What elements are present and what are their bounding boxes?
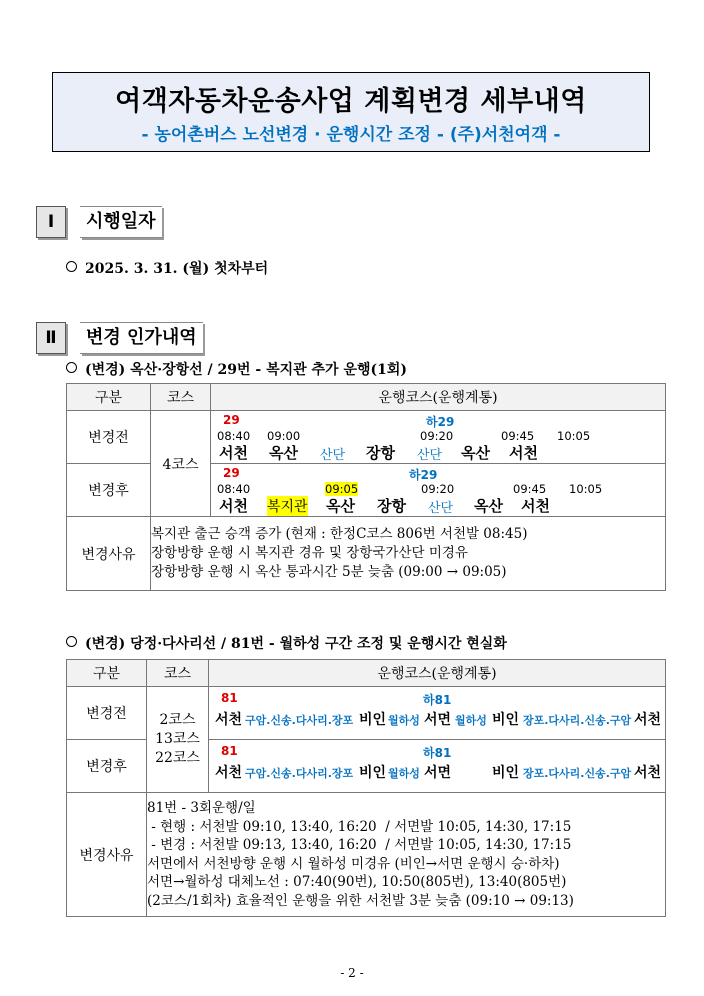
header-route: 운행코스(운행계통) (211, 384, 666, 411)
reason-line: 복지관 출근 승객 증가 (현재 : 한정C코스 806번 서천발 08:45) (151, 526, 528, 542)
stop: 옥산 (269, 444, 298, 462)
stop: 옥산 (461, 444, 490, 462)
course-name: 13코스 (155, 731, 200, 747)
stop: 산단 (428, 501, 454, 516)
route-before-cell (209, 687, 666, 740)
route-number: 29 (223, 466, 240, 480)
reason-line: 장항방향 운행 시 복지관 경유 및 장항국가산단 미경유 (151, 545, 468, 561)
stop-highlighted: 복지관 (267, 496, 308, 516)
stop: 서천 (215, 712, 243, 728)
stop: 비인 (492, 712, 520, 728)
bullet-circle-icon (66, 636, 77, 647)
stop: 월하성 (388, 767, 420, 780)
route-after-cell (211, 464, 666, 517)
stop: 장항 (366, 444, 395, 462)
page-number: - 2 - (340, 966, 364, 980)
stop: 장포.다사리.신송.구암 (523, 767, 632, 780)
stop: 월하성 (388, 714, 420, 727)
route-before-cell (211, 411, 666, 464)
reason-label: 변경사유 (67, 517, 151, 591)
row-after-label: 변경후 (67, 464, 151, 517)
reason-label: 변경사유 (67, 793, 147, 917)
stop: 서천 (219, 444, 248, 462)
reason-line: (2코스/1회차) 효율적인 운행을 위한 서천발 3분 늦춤 (09:10 → 09:13) (147, 892, 574, 909)
header-category: 구분 (67, 384, 151, 411)
time: 08:40 (217, 429, 251, 443)
route-after-cell (209, 740, 666, 793)
section-2-title: 변경 인가내역 (80, 322, 203, 354)
stop: 서면 (424, 712, 452, 728)
stop: 비인 (359, 712, 387, 728)
return-route-number: 하81 (423, 693, 452, 707)
stop: 옥산 (326, 497, 355, 515)
time: 08:40 (217, 482, 251, 496)
time: 09:20 (420, 429, 454, 443)
item-2-heading (66, 633, 507, 653)
document-subtitle: - 농어촌버스 노선변경 · 운행시간 조정 - (주)서천여객 - (141, 125, 561, 145)
time-highlighted: 09:05 (325, 482, 359, 496)
route-number: 81 (221, 691, 238, 705)
document-title: 여객자동차운송사업 계획변경 세부내역 (115, 86, 587, 117)
stop: 장항 (377, 497, 406, 515)
bullet-circle-icon (66, 261, 77, 272)
stop: 산단 (320, 448, 346, 463)
start-date-text: 2025. 3. 31. (월) 첫차부터 (85, 261, 269, 277)
route-number: 81 (221, 744, 238, 758)
section-1-number: Ⅰ (36, 206, 66, 238)
course-name: 22코스 (155, 750, 200, 766)
header-category: 구분 (67, 660, 147, 687)
reason-line: 서면에서 서천방향 운행 시 월하성 미경유 (비인→서면 운행시 승·하차) (147, 855, 560, 872)
time: 10:05 (569, 482, 603, 496)
time: 09:20 (421, 482, 455, 496)
reason-line: - 현행 : 서천발 09:10, 13:40, 16:20 / 서면발 10:05, 14:30, 17:15 (147, 818, 572, 835)
stop: 서천 (215, 765, 243, 781)
bullet-circle-icon (66, 362, 77, 373)
route-81-table (66, 659, 666, 917)
course-cell: 4코스 (151, 411, 211, 517)
return-route-number: 하29 (409, 468, 438, 482)
stop: 서천 (634, 765, 662, 781)
section-1-bullet (66, 258, 268, 278)
course-cell (147, 687, 209, 793)
item-1-heading-text: (변경) 옥산·장항선 / 29번 - 복지관 추가 운행(1회) (85, 362, 408, 378)
stop: 옥산 (474, 497, 503, 515)
stop: 서천 (634, 712, 662, 728)
row-before-label: 변경전 (67, 687, 147, 740)
stop: 비인 (492, 765, 520, 781)
route-number: 29 (223, 413, 240, 427)
stop: 구암.신송.다사리.장포 (245, 714, 354, 727)
stop: 서천 (509, 444, 538, 462)
item-1-heading (66, 359, 407, 379)
stop: 장포.다사리.신송.구암 (523, 714, 632, 727)
reason-line: 81번 - 3회운행/일 (147, 800, 256, 816)
reason-line: - 변경 : 서천발 09:13, 13:40, 16:20 / 서면발 10:05, 14:30, 17:15 (147, 837, 572, 853)
course-name: 2코스 (159, 712, 196, 728)
row-before-label: 변경전 (67, 411, 151, 464)
stop: 산단 (417, 448, 443, 463)
return-route-number: 하29 (426, 415, 455, 429)
reason-cell (147, 793, 666, 917)
item-2-heading-text: (변경) 당정·다사리선 / 81번 - 월하성 구간 조정 및 운행시간 현실화 (85, 636, 507, 652)
header-course: 코스 (147, 660, 209, 687)
time: 10:05 (557, 429, 591, 443)
time: 09:45 (501, 429, 535, 443)
title-box (52, 72, 650, 152)
stop: 비인 (359, 765, 387, 781)
header-course: 코스 (151, 384, 211, 411)
reason-cell (151, 517, 666, 591)
time: 09:45 (513, 482, 547, 496)
section-2-number: Ⅱ (36, 322, 66, 354)
row-after-label: 변경후 (67, 740, 147, 793)
reason-line: 장항방향 운행 시 옥산 통과시간 5분 늦춤 (09:00 → 09:05) (151, 564, 507, 580)
stop: 서천 (521, 497, 550, 515)
stop: 구암.신송.다사리.장포 (245, 767, 354, 780)
reason-line: 서면→월하성 대체노선 : 07:40(90번), 10:50(805번), 13:40(805번) (147, 874, 567, 890)
time: 09:00 (267, 429, 301, 443)
stop: 서면 (424, 765, 452, 781)
stop: 서천 (219, 497, 248, 515)
route-29-table (66, 383, 666, 591)
return-route-number: 하81 (423, 746, 452, 760)
section-1-title: 시행일자 (80, 206, 162, 238)
header-route: 운행코스(운행계통) (209, 660, 666, 687)
stop: 월하성 (455, 714, 487, 727)
